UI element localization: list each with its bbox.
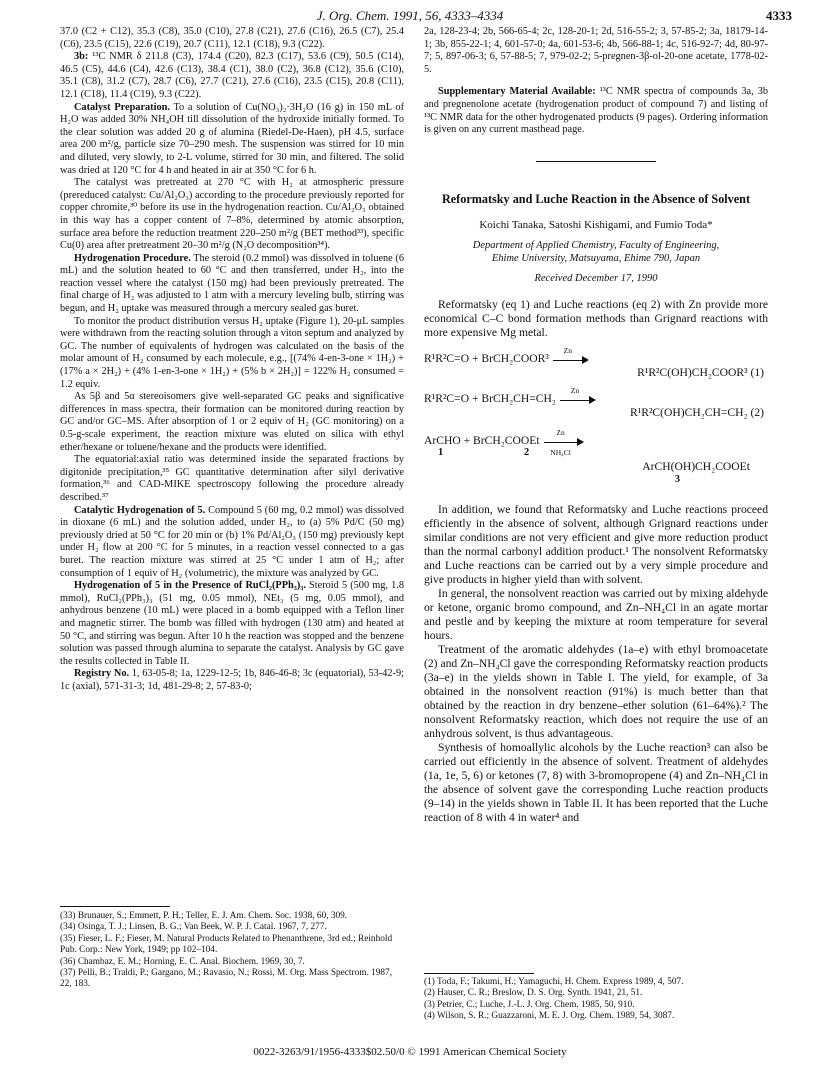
product-monitoring: To monitor the product distribution versus H₂ uptake (Figure 1), 20-μL samples were withdrawn from the reacting solution through a viton septum and analyzed by GC. The number of equivalents of hydrogen was calculated on the basis of the molar amount of H₂ consumed by each molecule, e.g., [(74% 4-en-3-one × 1H₂) + (17% a × 2H₂) + (4% 1-en-3-one × 1H₂) + (5% b × 2H₂)] = 122% H₂ consumed = 1.2 equiv.: [60, 315, 404, 390]
received-date: Received December 17, 1990: [534, 273, 658, 285]
reference-item: (37) Pelli, B.; Traldi, P.; Gargano, M.; Ravasio, N.; Rossi, M. Org. Mass Spectrom. 1987, 22, 183.: [60, 968, 393, 990]
equation-1: [424, 345, 768, 380]
catalyst-preparation: [60, 102, 404, 178]
equation-number: (2): [750, 405, 764, 419]
reference-item: (3) Petrier, C.; Luche, J.-L. J. Org. Chem. 1985, 50, 910.: [424, 999, 635, 1010]
condition-label: NH₄Cl: [550, 447, 571, 457]
hydrogenation-procedure: [60, 253, 404, 316]
compound-number: 3: [674, 473, 680, 485]
section-heading: Registry No.: [74, 668, 130, 680]
stereoisomer-monitoring: As 5β and 5α stereoisomers give well-separated GC peaks and significative differences in mass spectra, their formation can be monitored during reaction by GC and/or GC–MS. After absorption of 1 or 2 equiv of H₂ (GC monitoring) on a 0.5-g-scale experiment, the reaction mixture was eluted on silica with ethyl ether/hexane or toluene/hexane and the products were identified.: [60, 391, 404, 453]
hydrogenation-rucl2: [60, 580, 404, 668]
article-separator: [536, 161, 656, 162]
paragraph-text: The steroid (0.2 mmol) was dissolved in toluene (6 mL) and the solution heated to 60 °C and then transferred, under H₂, into the reaction vessel where the catalyst (150 mg) had been previously pretreated. The final charge of H₂ was adjusted to 1 atm with a mercury leveling bulb, stirring was begun, and H₂ uptake was measured through a mercury sealed gas buret.: [60, 252, 404, 315]
reference-item: (1) Toda, F.; Takumi, H.; Yamaguchi, H. Chem. Express 1989, 4, 507.: [424, 977, 684, 987]
compound-label: 3b:: [74, 51, 89, 63]
page-number: 4333: [766, 8, 792, 23]
paragraph-text: To a solution of Cu(NO₃)₂·3H₂O (16 g) in 150 mL of H₂O was added 30% NH₄OH till dissolution of the hydroxide initially formed. To the clear solution was added 20 g of alumina (Riedel-De-Haen), pH 4.5, surface area 200 m²/g, particle size 70–290 mesh. The suspension was stirred for 10 min and diluted, very slowly, to 2-L volume, stirred for 30 min, and filtered. The solid was dried at 120 °C for 4 h and heated in air at 350 °C for 6 h.: [60, 101, 404, 176]
journal-citation: J. Org. Chem. 1991, 56, 4333–4334: [316, 8, 504, 23]
paragraph-text: Compound 5 (60 mg, 0.2 mmol) was dissolved in dioxane (6 mL) and the solution added, under H₂, to (a) 5% Pd/C (50 mg) previously dried at 50 °C for 20 min or (b) 1% Pd/Al₂O₃ (150 mg) previously kept under H₂ flow at 200 °C for 5 minutes, in a reaction vessel connected to a gas buret. The reaction mixture was stirred at 25 °C under 1 atm of H₂; after consumption of 1 equiv of H₂ (volumetric), the mixture was analyzed by GC.: [60, 504, 404, 579]
section-heading: Hydrogenation of 5 in the Presence of RuCl₂(PPh₃)₃.: [74, 580, 306, 592]
reagent-label: Zn: [556, 427, 565, 437]
reaction-arrow-icon: [553, 345, 589, 365]
equation-reactants: R¹R²C=O + BrCH₂COOR³: [424, 351, 549, 365]
affiliation-line: Department of Applied Chemistry, Faculty of Engineering,: [472, 240, 720, 252]
body-text: [424, 503, 768, 825]
reagent-label: Zn: [563, 345, 572, 355]
reference-item: (33) Brunauer, S.; Emmett, P. H.; Teller, E. J. Am. Chem. Soc. 1938, 60, 309.: [60, 911, 348, 921]
paragraph-text: ¹³C NMR spectra of compounds 3a, 3b and pregnenolone acetate (hydrogenation product of compound 7) and listing of ¹³C NMR data for the other hydrogenated products (9 pages). Ordering information is given on any current masthead page.: [424, 86, 768, 136]
paragraph-text: 1, 63-05-8; 1a, 1229-12-5; 1b, 846-46-8; 3c (equatorial), 53-42-9; 1c (axial), 571-31-3; 1d, 481-29-8; 2, 57-83-0;: [60, 668, 404, 692]
reaction-arrow-icon: [560, 385, 596, 405]
reference-item: (34) Osinga, T. J.; Linsen, B. G.; Van Beek, W. P. J. Catal. 1967, 7, 277.: [60, 922, 327, 933]
intro-paragraph: [424, 298, 768, 340]
registry-numbers: [60, 668, 404, 693]
paragraph-text: Treatment of the aromatic aldehydes (1a–e) with ethyl bromoacetate (2) and Zn–NH₄Cl gave the corresponding Reformatsky reaction products (3a–e) in the yields shown in Table I. The yield, for example, of 3a obtained in the nonsolvent reaction (91%) is much better than that obtained by the reaction in dry benzene–ether solution (61–64%).² The nonsolvent Reformatsky reaction, which does not require the use of an anhydrous solvent, is thus advantageous.: [424, 642, 768, 740]
article-affiliation: [424, 239, 768, 265]
affiliation-line: Ehime University, Matsuyama, Ehime 790, Japan: [491, 253, 701, 265]
equation-product: R¹R²C(OH)CH₂CH=CH₂: [630, 405, 748, 419]
section-heading: Supplementary Material Available:: [438, 86, 596, 98]
equation-2: [424, 385, 768, 420]
catalytic-hydrogenation-5: [60, 505, 404, 581]
paragraph-text: In general, the nonsolvent reaction was carried out by mixing aldehyde or ketone, organic bromo compound, and Zn–NH₄Cl in an agate mortar and pestle and by keeping the mixture at room temperature for several hours.: [424, 586, 768, 642]
paragraph-text: In addition, we found that Reformatsky and Luche reactions proceed efficiently in the absence of solvent, although Grignard reactions under similar conditions are not very efficient and give more reduction product than the normal carbonyl addition product.¹ The nonsolvent Reformatsky and Luche reactions can be carried out by a very simple procedure and give products in higher yield than with solvent.: [424, 502, 768, 586]
ratio-determination: The equatorial:axial ratio was determined inside the separated fractions by digitonide precipitation,³⁵ GC quantitative determination after silyl derivative formation,³⁶ and CAD-MIKE spectroscopy following the procedure already described.³⁷: [60, 454, 404, 503]
equation-reactants: ArCHO + BrCH₂COOEt: [424, 433, 540, 447]
equation-reactants: R¹R²C=O + BrCH₂CH=CH₂: [424, 391, 556, 405]
right-column: [424, 26, 768, 825]
compound-number: 2: [524, 446, 530, 458]
left-references: [60, 911, 404, 991]
reference-item: (36) Chambaz, E. M.; Horning, E. C. Anal. Biochem. 1969, 30, 7.: [60, 956, 305, 967]
article-title: Reformatsky and Luche Reaction in the Absence of Solvent: [441, 191, 751, 206]
section-heading: Hydrogenation Procedure.: [74, 252, 191, 264]
supplementary-material: [424, 86, 768, 136]
paragraph-text: Synthesis of homoallylic alcohols by the Luche reaction³ can also be carried out efficiently in the absence of solvent. Treatment of aldehydes (1a, 1e, 5, 6) or ketones (7, 8) with 3-bromopropene (4) and Zn–NH₄Cl in the absence of solvent gave the corresponding Luche reaction products (9–14) in the yields shown in Table II. It has been reported that the Luche reaction of 8 with 4 in water⁴ and: [424, 740, 768, 824]
equation-3: [424, 427, 768, 485]
nmr-data-3b: [60, 51, 404, 101]
left-column: [60, 26, 404, 693]
nmr-data-3b-text: ¹³C NMR δ 211.8 (C3), 174.4 (C20), 82.3 (C17), 53.6 (C9), 50.5 (C14), 46.5 (C5), 44.6 (C4), 42.6 (C13), 38.4 (C1), 38.0 (C2), 36.8 (C12), 35.6 (C10), 35.1 (C8), 31.2 (C7), 28.7 (C6), 27.7 (C21), 27.6 (C16), 23.5 (C15), 20.8 (C11), 12.1 (C18), 11.4 (C19), 9.3 (C22).: [60, 51, 404, 100]
reference-item: (35) Fieser, L. F.; Fieser, M. Natural Products Related to Phenanthrene, 3rd ed.; Reinhold Pub. Corp.: New York, 1949; pp 102–104.: [60, 933, 393, 956]
paragraph-text: Steroid 5 (500 mg, 1.8 mmol), RuCl₂(PPh₃)₃ (51 mg, 0.05 mmol), NEt₃ (5 mg, 0.05 mmol), and anhydrous benzene (10 mL) were placed in a bomb equipped with a Teflon liner and magnetic stirrer. The bomb was filled with hydrogen (130 atm) and heated at 50 °C, and stirring was begun. After 10 h the reaction was stopped and the benzene solution was passed through alumina to separate the catalyst. Analysis by GC gave the results collected in Table II.: [60, 580, 404, 667]
compound-number: 1: [438, 446, 444, 458]
article-authors: Koichi Tanaka, Satoshi Kishigami, and Fumio Toda*: [479, 218, 713, 231]
section-heading: Catalytic Hydrogenation of 5.: [74, 504, 206, 516]
right-references: [424, 977, 768, 1023]
section-heading: Catalyst Preparation.: [74, 101, 170, 113]
running-header: [20, 8, 800, 28]
catalyst-pretreatment: The catalyst was pretreated at 270 °C with H₂ at atmospheric pressure (prereduced catalyst: Cu/Al₂O₃) according to the procedure previously reported for copper chromite,³⁰ before its use in the hydrogenation reaction. Cu/Al₂O₃ obtained in this way has a copper content of 7–8%, determined by atomic absorption, surface area before the reduction treatment 220–250 m²/g (BET method³³), specific Cu(0) area after pretreatment 20–30 m²/g (N₂O decomposition³⁴).: [60, 177, 404, 252]
registry-numbers-cont: 2a, 128-23-4; 2b, 566-65-4; 2c, 128-20-1; 2d, 516-55-2; 3, 57-85-2; 3a, 18179-14-1; 3b, 855-22-1; 4, 601-57-0; 4a, 601-53-6; 4b, 566-88-1; 4c, 516-92-7; 4d, 80-97-7; 5, 897-06-3; 6, 57-88-5; 7, 979-02-2; 5-pregnen-3β-ol-20-one acetate, 1778-02-5.: [424, 26, 768, 75]
reference-item: (2) Hauser, C. R.; Breslow, D. S. Org. Synth. 1941, 21, 51.: [424, 988, 643, 999]
equation-product: ArCH(OH)CH₂COOEt: [642, 459, 750, 473]
nmr-data-3a-cont: 37.0 (C2 + C12), 35.3 (C8), 35.0 (C10), 27.8 (C21), 27.6 (C16), 26.5 (C7), 25.4 (C6), 23.5 (C15), 22.6 (C19), 20.7 (C11), 12.1 (C18), 9.3 (C22).: [60, 26, 404, 50]
reference-item: (4) Wilson, S. R.; Guazzaroni, M. E. J. Org. Chem. 1989, 54, 3087.: [424, 1011, 675, 1022]
paragraph-text: Reformatsky (eq 1) and Luche reactions (eq 2) with Zn provide more economical C–C bond formation methods than Grignard reactions with more expensive Mg metal.: [424, 297, 768, 339]
reagent-label: Zn: [570, 385, 580, 395]
reaction-arrow-icon: [544, 427, 584, 457]
page-footer: 0022-3263/91/1956-4333$02.50/0 © 1991 American Chemical Society: [253, 1046, 567, 1058]
footnote-rule: [60, 906, 170, 907]
equation-number: (1): [750, 365, 764, 379]
footnote-rule: [424, 973, 534, 974]
equation-product: R¹R²C(OH)CH₂COOR³: [637, 365, 748, 379]
